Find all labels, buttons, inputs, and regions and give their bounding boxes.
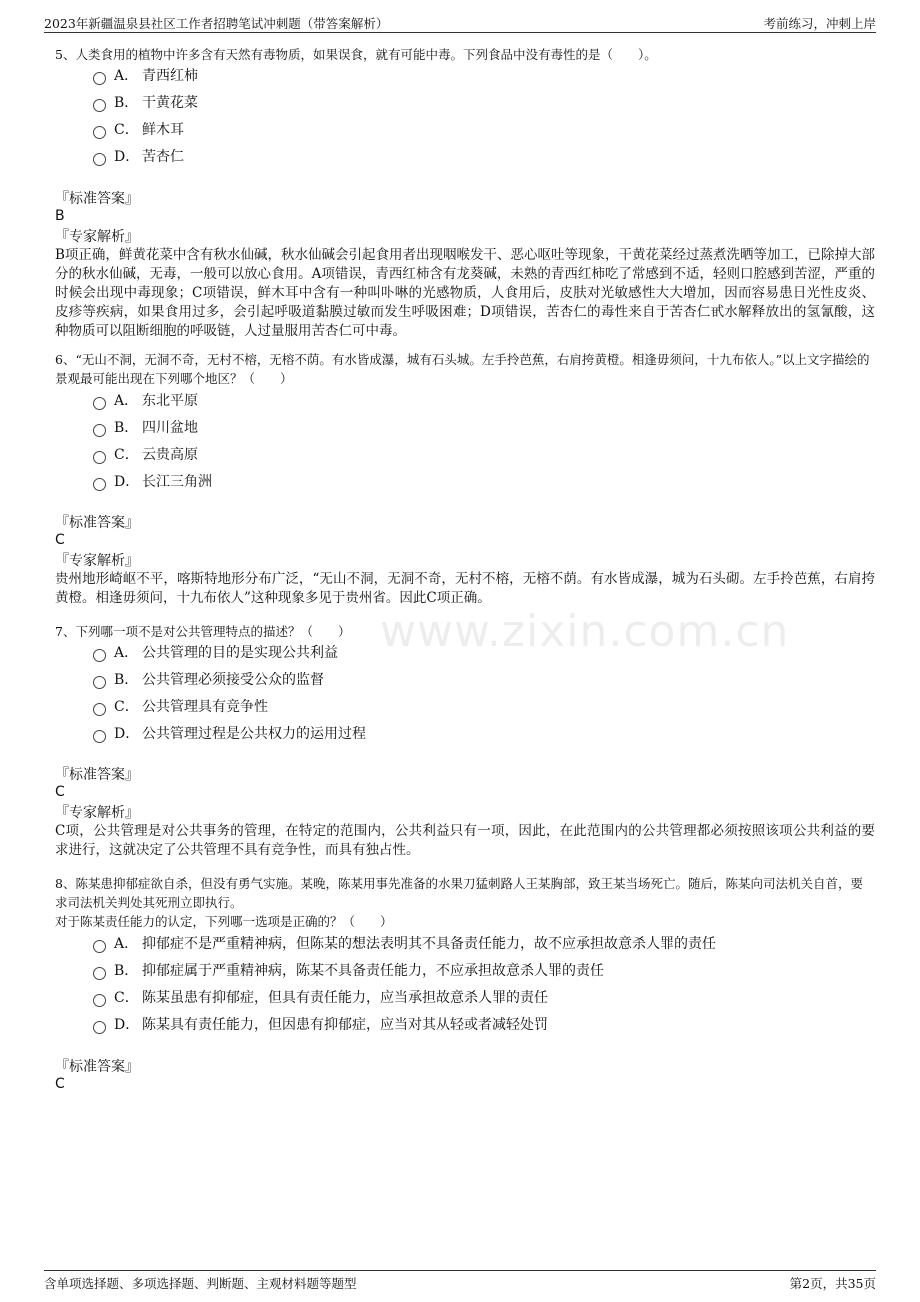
watermark: www.zixin.com.cn [380, 606, 790, 657]
radio-icon[interactable] [93, 940, 106, 953]
radio-icon[interactable] [93, 397, 106, 410]
answer-label: 『标准答案』 [55, 1059, 139, 1075]
header-slogan: 考前练习，冲刺上岸 [763, 16, 876, 31]
answer-value: C [55, 1076, 65, 1092]
option-a[interactable]: A． 公共管理的目的是实现公共利益 [93, 642, 338, 664]
answer-value: C [55, 532, 65, 548]
radio-icon[interactable] [93, 478, 106, 491]
option-c[interactable]: C． 云贵高原 [93, 444, 198, 466]
question-stem-sub: 对于陈某责任能力的认定，下列哪一选项是正确的？（ ） [55, 914, 393, 929]
option-d[interactable]: D． 陈某具有责任能力，但因患有抑郁症，应当对其从轻或者减轻处罚 [93, 1014, 548, 1036]
radio-icon[interactable] [93, 424, 106, 437]
radio-icon[interactable] [93, 99, 106, 112]
option-d[interactable]: D． 公共管理过程是公共权力的运用过程 [93, 723, 366, 745]
radio-icon[interactable] [93, 730, 106, 743]
radio-icon[interactable] [93, 153, 106, 166]
total-pages: 35 [847, 1276, 864, 1291]
answer-value: C [55, 784, 65, 800]
current-page: 2 [802, 1276, 811, 1291]
analysis-text: 贵州地形崎岖不平，喀斯特地形分布广泛，“无山不洞，无洞不奇，无村不榕，无榕不荫。有水皆成瀑，城为石头砌。左手拎芭蕉，右肩挎黄橙。相逢毋须问，十九布依人”这种现象多见于贵州省。因此C项正确。 [55, 571, 875, 606]
document-title: 2023年新疆温泉县社区工作者招聘笔试冲刺题（带答案解析） [44, 16, 389, 31]
option-c[interactable]: C． 鲜木耳 [93, 119, 184, 141]
option-c[interactable]: C． 陈某虽患有抑郁症，但具有责任能力，应当承担故意杀人罪的责任 [93, 987, 548, 1009]
radio-icon[interactable] [93, 994, 106, 1007]
answer-label: 『标准答案』 [55, 191, 139, 207]
page-footer [44, 1270, 876, 1294]
question-stem: 5、人类食用的植物中许多含有天然有毒物质，如果误食，就有可能中毒。下列食品中没有毒性的是（ ）。 [55, 47, 657, 62]
question-stem: 7、下列哪一项不是对公共管理特点的描述？（ ） [55, 624, 351, 639]
radio-icon[interactable] [93, 676, 106, 689]
analysis-label: 『专家解析』 [55, 553, 139, 569]
answer-label: 『标准答案』 [55, 767, 139, 783]
option-b[interactable]: B． 干黄花菜 [93, 92, 198, 114]
radio-icon[interactable] [93, 649, 106, 662]
option-d[interactable]: D． 苦杏仁 [93, 146, 184, 168]
page-indicator: 第2页，共35页 [789, 1276, 876, 1291]
question-stem: 6、“无山不洞，无洞不奇，无村不榕，无榕不荫。有水皆成瀑，城有石头城。左手拎芭蕉，右肩挎黄橙。相逢毋须问，十九布依人。”以上文字描绘的景观最可能出现在下列哪个地区？（ ） [55, 352, 870, 386]
radio-icon[interactable] [93, 967, 106, 980]
option-b[interactable]: B． 四川盆地 [93, 417, 198, 439]
option-d[interactable]: D． 长江三角洲 [93, 471, 212, 493]
option-b[interactable]: B． 抑郁症属于严重精神病，陈某不具备责任能力，不应承担故意杀人罪的责任 [93, 960, 604, 982]
answer-value: B [55, 208, 65, 224]
analysis-label: 『专家解析』 [55, 229, 139, 245]
option-a[interactable]: A． 青西红柿 [93, 65, 198, 87]
radio-icon[interactable] [93, 703, 106, 716]
question-types-note: 含单项选择题、多项选择题、判断题、主观材料题等题型 [44, 1276, 357, 1291]
page-header [44, 14, 876, 33]
option-b[interactable]: B． 公共管理必须接受公众的监督 [93, 669, 324, 691]
analysis-text: B项正确，鲜黄花菜中含有秋水仙碱，秋水仙碱会引起食用者出现咽喉发干、恶心呕吐等现象，干黄花菜经过蒸煮洗晒等加工，已除掉大部分的秋水仙碱，无毒，一般可以放心食用。A项错误，青西红柿含有龙葵碱，未熟的青西红柿吃了常感到不适，轻则口腔感到苦涩，严重的时候会出现中毒现象；C项错误，鲜木耳中含有一种叫卟啉的光感物质，人食用后，皮肤对光敏感性大大增加，因而容易患日光性皮炎、皮疹等疾病，如果食用过多，会引起呼吸道黏膜过敏而发生呼吸困难；D项错误，苦杏仁的毒性来自于苦杏仁甙水解释放出的氢氰酸，这种物质可以阻断细胞的呼吸链，人过量服用苦杏仁可中毒。 [55, 247, 875, 339]
radio-icon[interactable] [93, 126, 106, 139]
option-c[interactable]: C． 公共管理具有竞争性 [93, 696, 268, 718]
question-stem: 8、陈某患抑郁症欲自杀，但没有勇气实施。某晚，陈某用事先准备的水果刀猛刺路人王某胸部，致王某当场死亡。随后，陈某向司法机关自首，要求司法机关判处其死刑立即执行。 [55, 876, 863, 910]
option-a[interactable]: A． 东北平原 [93, 390, 198, 412]
answer-label: 『标准答案』 [55, 515, 139, 531]
radio-icon[interactable] [93, 1021, 106, 1034]
radio-icon[interactable] [93, 451, 106, 464]
option-a[interactable]: A． 抑郁症不是严重精神病，但陈某的想法表明其不具备责任能力，故不应承担故意杀人罪的责任 [93, 933, 716, 955]
analysis-label: 『专家解析』 [55, 805, 139, 821]
radio-icon[interactable] [93, 72, 106, 85]
analysis-text: C项，公共管理是对公共事务的管理，在特定的范围内，公共利益只有一项，因此，在此范围内的公共管理都必须按照该项公共利益的要求进行，这就决定了公共管理不具有竞争性，而具有独占性。 [55, 823, 875, 858]
